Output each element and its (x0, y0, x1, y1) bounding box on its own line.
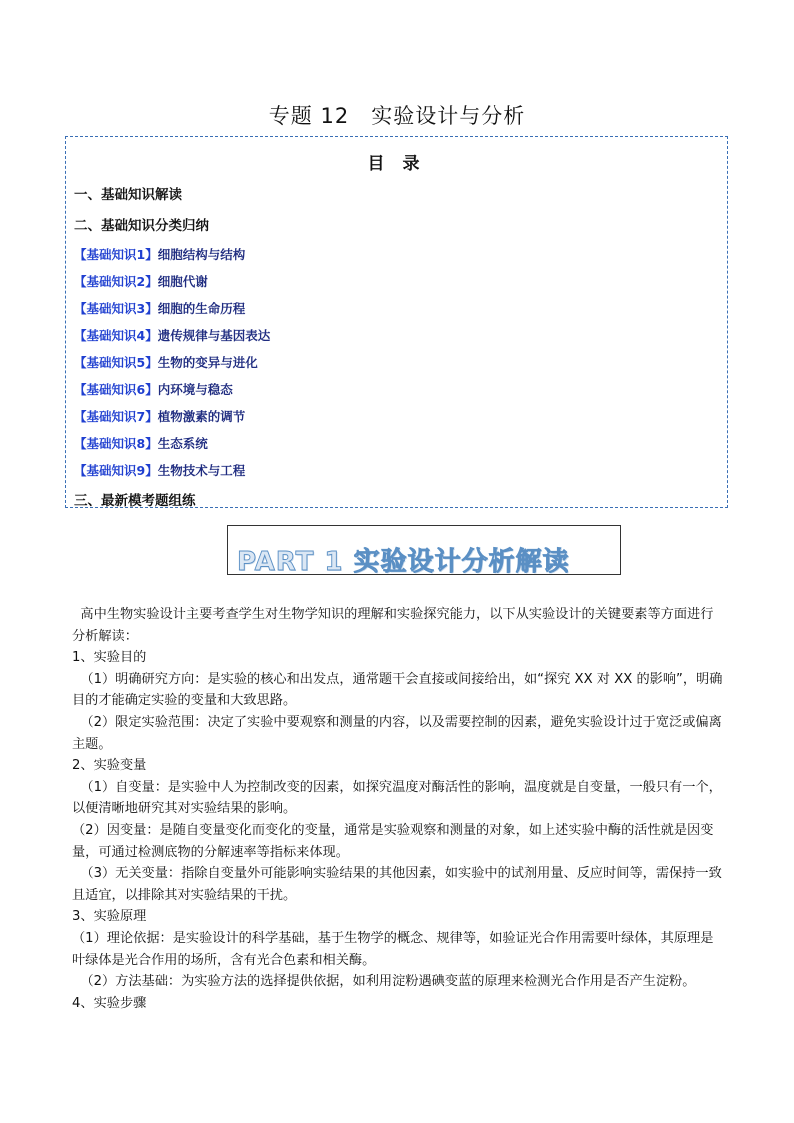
toc-item-tag: 【基础知识9】 (74, 463, 158, 478)
paragraph: （2）因变量：是随自变量变化而变化的变量，通常是实验观察和测量的对象，如上述实验中酶的活性就是因变量，可通过检测底物的分解速率等指标来体现。 (72, 822, 714, 860)
toc-item-label: 遗传规律与基因表达 (157, 328, 271, 343)
toc-item-tag: 【基础知识5】 (74, 355, 158, 370)
body-text (72, 604, 726, 1014)
toc-item-label: 植物激素的调节 (157, 409, 246, 424)
toc-section-3[interactable]: 三、最新模考题组练 (74, 493, 196, 509)
paragraph: （2）方法基础：为实验方法的选择提供依据，如利用淀粉遇碘变蓝的原理来检测光合作用是否产生淀粉。 (72, 974, 696, 990)
toc-item-6[interactable] (74, 380, 233, 398)
paragraph: （1）自变量：是实验中人为控制改变的因素，如探究温度对酶活性的影响，温度就是自变量，一般只有一个，以便清晰地研究其对实验结果的影响。 (72, 779, 722, 817)
toc-item-tag: 【基础知识8】 (74, 436, 158, 451)
section-heading: 3、实验原理 (72, 909, 147, 925)
toc-item-tag: 【基础知识4】 (74, 328, 158, 343)
toc-item-9[interactable] (74, 461, 245, 479)
paragraph: （2）限定实验范围：决定了实验中要观察和测量的内容，以及需要控制的因素，避免实验设计过于宽泛或偏离主题。 (72, 714, 722, 752)
toc-section-1[interactable]: 一、基础知识解读 (74, 187, 182, 203)
toc-item-label: 生物的变异与进化 (157, 355, 258, 370)
toc-item-label: 细胞的生命历程 (157, 301, 246, 316)
toc-heading: 目 录 (367, 154, 426, 174)
toc-item-label: 内环境与稳态 (157, 382, 233, 397)
toc-item-label: 细胞结构与结构 (157, 247, 246, 262)
toc-section-2[interactable]: 二、基础知识分类归纳 (74, 218, 209, 234)
paragraph: （3）无关变量：指除自变量外可能影响实验结果的其他因素，如实验中的试剂用量、反应时间等，需保持一致且适宜，以排除其对实验结果的干扰。 (72, 866, 722, 903)
toc-item-7[interactable] (74, 407, 245, 425)
section-heading: 4、实验步骤 (72, 995, 147, 1011)
toc-item-2[interactable] (74, 272, 208, 290)
toc-item-tag: 【基础知识6】 (74, 382, 158, 397)
paragraph: （1）明确研究方向：是实验的核心和出发点，通常题干会直接或间接给出，如“探究 XX 对 XX 的影响”，明确目的才能确定实验的变量和大致思路。 (72, 671, 723, 709)
toc-item-tag: 【基础知识3】 (74, 301, 158, 316)
toc-item-label: 细胞代谢 (157, 274, 208, 289)
toc-item-label: 生态系统 (157, 436, 208, 451)
page-title: 专题 12 实验设计与分析 (268, 104, 526, 128)
toc-item-tag: 【基础知识2】 (74, 274, 158, 289)
toc-item-1[interactable] (74, 245, 245, 263)
toc-item-8[interactable] (74, 434, 208, 452)
section-heading: 2、实验变量 (72, 758, 147, 774)
toc-item-3[interactable] (74, 299, 245, 317)
toc-item-4[interactable] (74, 326, 270, 344)
table-of-contents (65, 136, 728, 508)
toc-item-5[interactable] (74, 353, 258, 371)
part-banner (227, 525, 621, 575)
part-banner-title: PART 1 实验设计分析解读 (237, 547, 570, 575)
toc-item-tag: 【基础知识1】 (74, 247, 158, 262)
paragraph-intro: 高中生物实验设计主要考查学生对生物学知识的理解和实验探究能力，以下从实验设计的关键要素等方面进行分析解读： (72, 607, 714, 644)
toc-item-label: 生物技术与工程 (157, 463, 246, 478)
section-heading: 1、实验目的 (72, 650, 147, 666)
toc-item-tag: 【基础知识7】 (74, 409, 158, 424)
paragraph: （1）理论依据：是实验设计的科学基础，基于生物学的概念、规律等，如验证光合作用需要叶绿体，其原理是叶绿体是光合作用的场所，含有光合色素和相关酶。 (72, 930, 714, 968)
